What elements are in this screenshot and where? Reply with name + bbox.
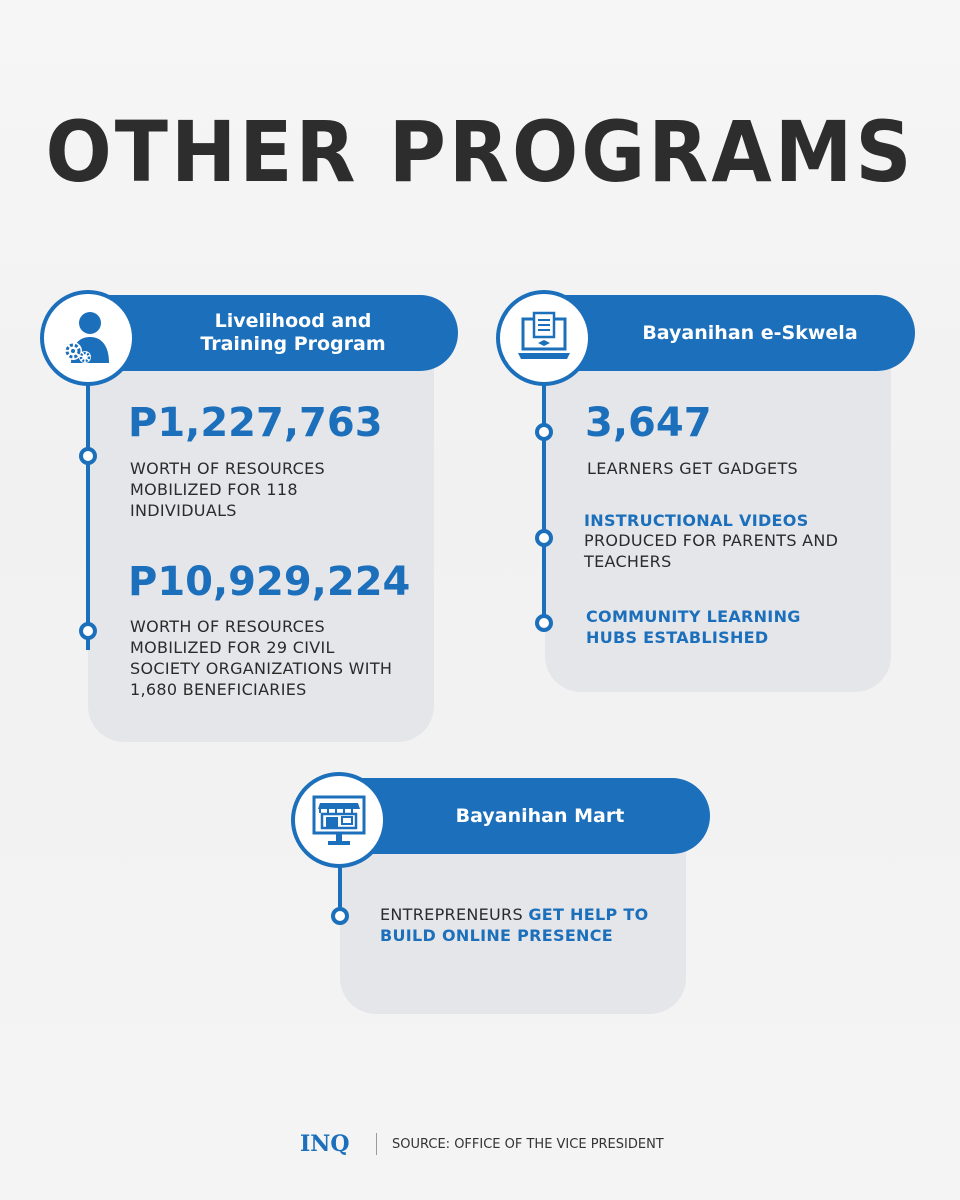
livelihood-dot-1 [79,447,97,465]
livelihood-timeline [86,380,90,650]
livelihood-stat2-text: WORTH OF RESOURCES MOBILIZED FOR 29 CIVIL SOCIETY ORGANIZATIONS WITH 1,680 BENEFICIARIES [130,617,393,699]
mart-text [380,904,670,946]
mart-text-plain: ENTREPRENEURS [380,905,523,924]
mart-banner-label: Bayanihan Mart [455,804,625,827]
eskwela-item3-highlight: COMMUNITY LEARNING HUBS ESTABLISHED [586,607,801,647]
eskwela-dot-3 [535,614,553,632]
mart-banner [340,778,710,854]
eskwela-banner-label: Bayanihan e-Skwela [642,321,858,344]
livelihood-stat2-value: P10,929,224 [128,559,411,605]
livelihood-banner [88,295,458,371]
eskwela-item2-text: PRODUCED FOR PARENTS AND TEACHERS [584,531,839,571]
footer-source: SOURCE: OFFICE OF THE VICE PRESIDENT [392,1137,664,1152]
eskwela-dot-1 [535,423,553,441]
storefront-monitor-icon [310,791,368,849]
mart-text-highlight: GET HELP TO BUILD ONLINE PRESENCE [380,905,649,945]
livelihood-dot-2 [79,622,97,640]
livelihood-badge [40,290,136,386]
livelihood-banner-label: Livelihood and Training Program [200,310,386,355]
mart-dot-1 [331,907,349,925]
laptop-document-icon [515,309,573,367]
eskwela-timeline [542,380,546,620]
page-title: OTHER PROGRAMS [45,104,915,202]
eskwela-badge [496,290,592,386]
eskwela-banner [545,295,915,371]
eskwela-stat1-value: 3,647 [585,400,712,446]
mart-badge [291,772,387,868]
footer-divider [376,1133,377,1155]
inq-logo: INQ [300,1131,350,1157]
eskwela-dot-2 [535,529,553,547]
person-gears-icon [57,307,119,369]
eskwela-stat1-text: LEARNERS GET GADGETS [587,459,798,478]
livelihood-stat1-value: P1,227,763 [128,400,383,446]
eskwela-item2-highlight: INSTRUCTIONAL VIDEOS [584,511,809,530]
livelihood-stat1-text: WORTH OF RESOURCES MOBILIZED FOR 118 INDIVIDUALS [130,459,325,520]
